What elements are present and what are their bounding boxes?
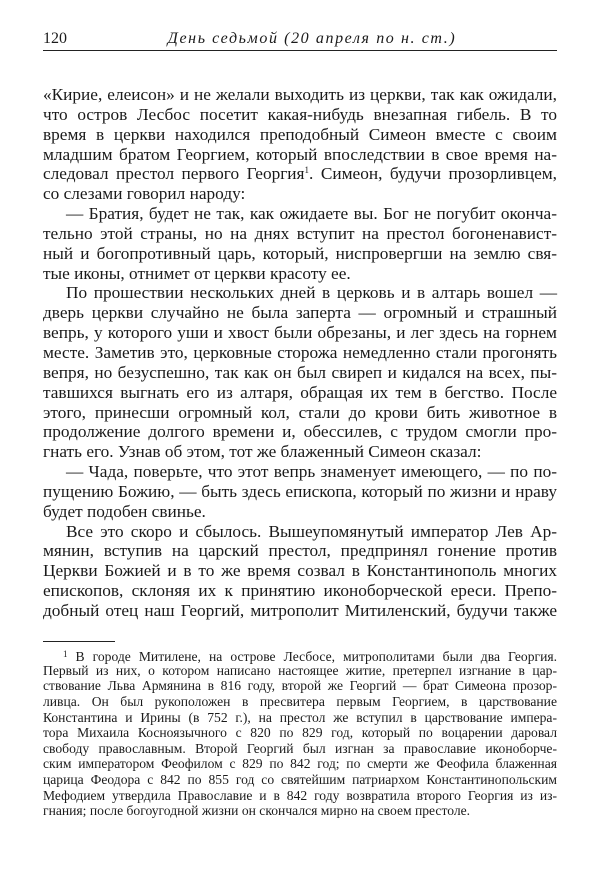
footnote-line: царица Феодора с 842 по 855 год со святейшим патриархом Константинопольским bbox=[43, 772, 557, 788]
text-line: тавшихся выгнать его из алтаря, обращая их тем в бегство. После bbox=[43, 382, 557, 402]
footnote-line: свободу православным. Второй Георгий был изгнан за православие иконоборче- bbox=[43, 740, 557, 756]
footnote-line: Мефодием утвердила Православие и в 842 году возвратила второго Георгия из из- bbox=[43, 787, 557, 803]
footnote-line bbox=[43, 647, 557, 663]
footnote-line: ствование Льва Армянина в 816 году, второй же Георгий — брат Симеона прозор- bbox=[43, 678, 557, 694]
paragraph bbox=[43, 462, 557, 522]
text-line: пущению Божию, — быть здесь епископа, который по жизни и нраву bbox=[43, 481, 557, 501]
footnote-line: Первый из них, о котором написано настоящее житие, претерпел изгнание в цар- bbox=[43, 662, 557, 678]
paragraph bbox=[43, 204, 557, 283]
footnote-divider bbox=[43, 641, 115, 642]
page-number: 120 bbox=[43, 30, 67, 47]
text-line: Все это скоро и сбылось. Вышеупомянутый император Лев Ар- bbox=[66, 521, 557, 541]
running-header bbox=[43, 28, 557, 51]
footnote-line: ским императором Феофилом с 829 по 842 год; по смерти же Феофила блаженная bbox=[43, 756, 557, 772]
text-line: ный и богопротивный царь, который, ниспровергши на землю свя- bbox=[43, 243, 557, 263]
text-line: тые иконы, отнимет от церкви красоту ее. bbox=[43, 263, 351, 283]
text-segment: В городе Митилене, на острове Лесбосе, митрополитами были два Георгия. bbox=[75, 649, 557, 664]
text-segment: следовал престол первого Георгия bbox=[43, 164, 305, 184]
text-line: месте. Заметив это, церковные сторожа немедленно стали прогонять bbox=[43, 342, 557, 362]
footnote-line: Константина и Ирины (в 752 г.), на престол же вступил в царствование импера- bbox=[43, 709, 557, 725]
text-line: гнать его. Узнав об этом, тот же блаженный Симеон сказал: bbox=[43, 442, 482, 462]
text-line: тельно этой страны, но на днях вступит на престол богоненавист- bbox=[43, 223, 557, 243]
running-title: День седьмой (20 апреля по н. ст.) bbox=[167, 30, 457, 47]
text-line: — Чада, поверьте, что этот вепрь знаменует имеющего, — по по- bbox=[66, 462, 557, 482]
text-line: Церкви Божией и в то же время созвал в Константинополь многих bbox=[43, 561, 557, 581]
paragraph bbox=[43, 85, 557, 204]
footnote-line: ливца. Он был рукоположен в пресвитера первым Георгием, в царствование bbox=[43, 693, 557, 709]
text-line: вепря, но безуспешно, так как он был свиреп и кидался на всех, пы- bbox=[43, 362, 557, 382]
text-line: епископов, склоняя их к принятию иконоборческой ереси. Препо- bbox=[43, 581, 557, 601]
footnote-line: гнания; после богоугодной жизни он скончался мирно на своем престоле. bbox=[43, 803, 471, 819]
text-line: этого, принесши огромный кол, стали до крови бить животное в bbox=[43, 402, 557, 422]
text-segment: . Симеон, будучи прозорливцем, bbox=[309, 164, 557, 184]
text-line bbox=[43, 164, 557, 184]
text-line: время в церкви находился преподобный Симеон вместе с своим bbox=[43, 124, 557, 144]
text-line: — Братия, будет не так, как ожидаете вы. Бог не погубит оконча- bbox=[66, 204, 557, 224]
text-line: мянин, вступив на царский престол, предпринял гонение против bbox=[43, 541, 557, 561]
text-line: продолжение долгого времени и, обессилев, с трудом смогли про- bbox=[43, 422, 557, 442]
text-line: вепрь, у которого уши и хвост были обрезаны, и лег здесь на горнем bbox=[43, 323, 557, 343]
text-line: что остров Лесбос посетит какая-нибудь внезапная гибель. В то bbox=[43, 104, 557, 124]
text-line: со слезами говорил народу: bbox=[43, 184, 246, 204]
text-line: По прошествии нескольких дней в церковь и в алтарь вошел — bbox=[66, 283, 557, 303]
paragraph bbox=[43, 283, 557, 462]
text-line: добный отец наш Георгий, митрополит Митиленский, будучи также bbox=[43, 600, 557, 620]
main-text bbox=[43, 85, 557, 621]
footnote-mark: 1 bbox=[63, 649, 68, 659]
footnote bbox=[43, 647, 557, 819]
text-line: будет подобен свинье. bbox=[43, 501, 206, 521]
text-line: «Кирие, елеисон» и не желали выходить из церкви, так как ожидали, bbox=[43, 85, 557, 104]
text-line: дверь церкви случайно не была заперта — огромный и страшный bbox=[43, 303, 557, 323]
footnote-line: тора Михаила Косноязычного с 820 по 829 год, который по воцарении даровал bbox=[43, 725, 557, 741]
text-line: младшим братом Георгием, который впоследствии в свое время на- bbox=[43, 144, 557, 164]
paragraph bbox=[43, 522, 557, 621]
footnote-reference[interactable]: 1 bbox=[304, 165, 310, 176]
